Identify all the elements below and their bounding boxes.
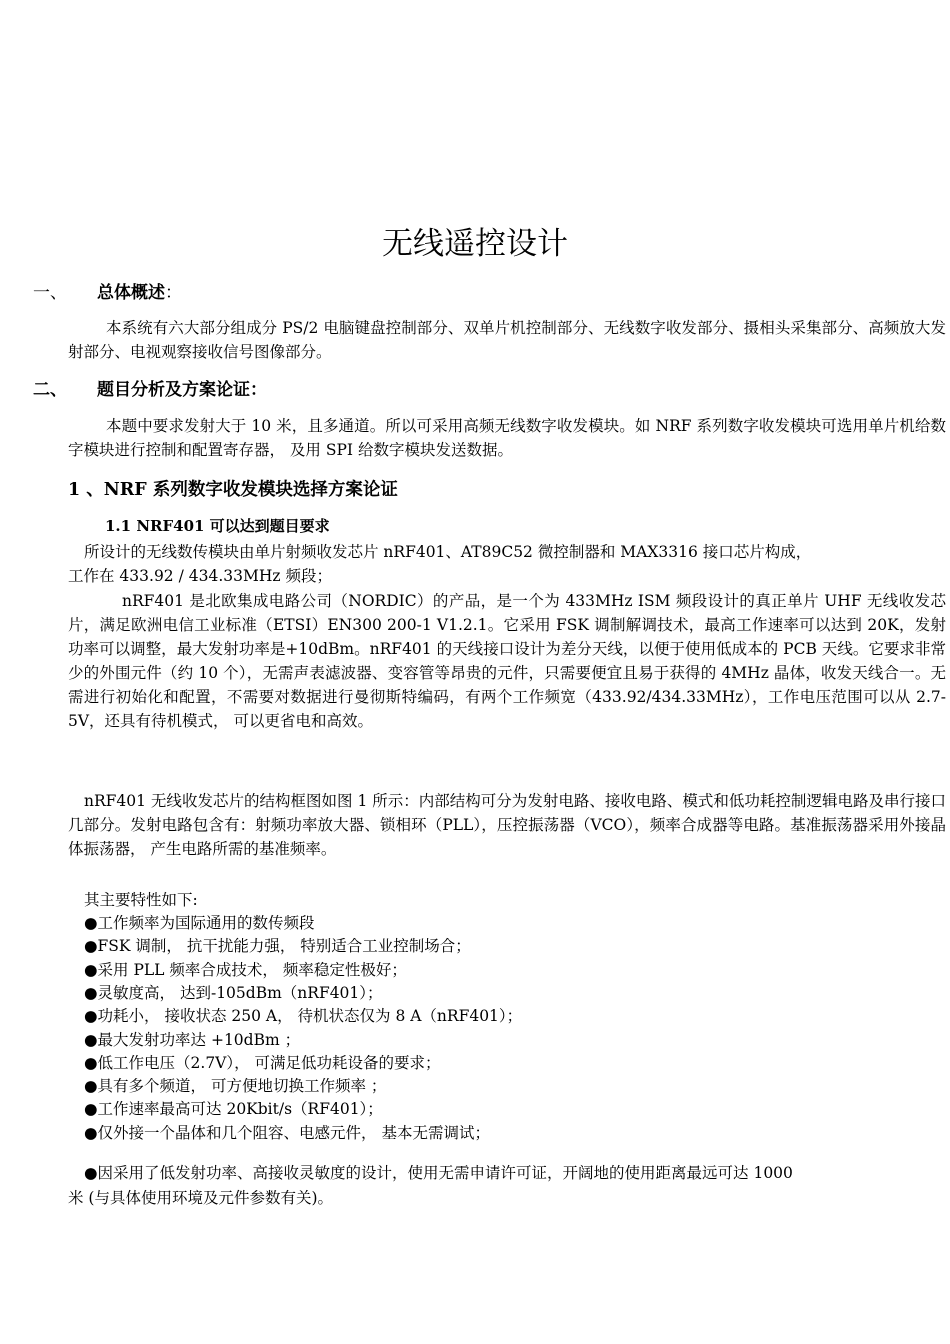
bullet-icon: ● <box>84 1053 98 1072</box>
feature-item <box>84 1052 441 1075</box>
feature-text: 仅外接一个晶体和几个阻容、电感元件， 基本无需调试； <box>97 1123 490 1142</box>
section-1-number: 一、 <box>33 283 67 303</box>
feature-item-last <box>84 1162 793 1185</box>
section-2-paragraph: 本题中要求发射大于 10 米，且多通道。所以可采用高频无线数字收发模块。如 NRF 系列数字收发模块可选用单片机给数字模块进行控制和配置寄存器， 及用 SPI 给数字模块发送数据。 <box>68 417 946 459</box>
feature-item <box>84 1029 300 1052</box>
bullet-icon: ● <box>84 1030 98 1049</box>
feature-text: 工作速率最高可达 20Kbit/s（RF401）； <box>97 1100 383 1119</box>
feature-text: 功耗小， 接收状态 250 A， 待机状态仅为 8 A（nRF401）； <box>97 1007 523 1026</box>
feature-text: 最大发射功率达 +10dBm ； <box>97 1030 301 1049</box>
feature-text: 灵敏度高， 达到-105dBm（nRF401）； <box>97 983 383 1002</box>
bullet-icon: ● <box>84 914 98 932</box>
bullet-icon: ● <box>84 1007 98 1026</box>
section-1-colon: ： <box>165 283 182 303</box>
subsection-1-heading: 1 、NRF 系列数字收发模块选择方案论证 <box>68 480 398 500</box>
bullet-icon: ● <box>84 983 98 1002</box>
feature-item-last-line-2: 米 (与具体使用环境及元件参数有关)。 <box>68 1189 334 1207</box>
feature-text: 因采用了低发射功率、高接收灵敏度的设计，使用无需申请许可证，开阔地的使用距离最远可达 1000 <box>97 1164 793 1182</box>
bullet-icon: ● <box>84 1100 98 1119</box>
section-2-number: 二、 <box>33 380 67 400</box>
bullet-icon: ● <box>84 960 98 979</box>
design-paragraph-line-2: 工作在 433.92 / 434.33MHz 频段； <box>68 567 332 585</box>
document-title: 无线遥控设计 <box>382 226 568 262</box>
bullet-icon: ● <box>84 1123 98 1142</box>
design-paragraph-line-1: 所设计的无线数传模块由单片射频收发芯片 nRF401、AT89C52 微控制器和 MAX3316 接口芯片构成， <box>84 543 812 561</box>
bullet-icon: ● <box>84 1164 98 1182</box>
section-1-title: 总体概述 <box>97 283 165 303</box>
feature-text: 工作频率为国际通用的数传频段 <box>97 914 315 932</box>
bullet-icon: ● <box>84 937 98 956</box>
feature-text: 具有多个频道， 可方便地切换工作频率 ； <box>97 1077 387 1096</box>
section-1-heading <box>33 281 182 305</box>
feature-item <box>84 1098 383 1121</box>
feature-text: 采用 PLL 频率合成技术， 频率稳定性极好； <box>97 960 407 979</box>
feature-item <box>84 959 407 982</box>
feature-item <box>84 1122 490 1145</box>
feature-text: 低工作电压（2.7V）， 可满足低功耗设备的要求； <box>97 1053 441 1072</box>
bullet-icon: ● <box>84 1077 98 1096</box>
nrf401-paragraph: nRF401 是北欧集成电路公司（NORDIC）的产品，是一个为 433MHz ISM 频段设计的真正单片 UHF 无线收发芯片，满足欧洲电信工业标准（ETSI）EN300 200-1 V1.2.1。它采用 FSK 调制解调技术，最高工作速率可以达到 20K，发射功率可以调整，最大发射功率是+10dBm。nRF401 的天线接口设计为差分天线，以便于使用低成本的 PCB 天线。它要求非常少的外围元件（约 10 个），无需声表滤波器、变容管等昂贵的元件，只需要便宜且易于获得的 4MHz 晶体，收发天线合一。无需进行初始化和配置，不需要对数据进行曼彻斯特编码，有两个工作频宽（433.92/434.33MHz），工作电压范围可以从 2.7-5V，还具有待机模式， 可以更省电和高效。 <box>68 592 946 730</box>
section-2-title: 题目分析及方案论证： <box>97 380 267 400</box>
structure-paragraph: nRF401 无线收发芯片的结构框图如图 1 所示：内部结构可分为发射电路、接收电路、模式和低功耗控制逻辑电路及串行接口几部分。发射电路包含有：射频功率放大器、锁相环（PLL），压控振荡器（VCO），频率合成器等电路。基准振荡器采用外接晶体振荡器， 产生电路所需的基准频率。 <box>68 792 946 858</box>
feature-item <box>84 912 315 935</box>
subsection-1-1-heading: 1.1 NRF401 可以达到题目要求 <box>105 517 330 535</box>
feature-item <box>84 1005 522 1028</box>
feature-item <box>84 1075 386 1098</box>
feature-text: FSK 调制， 抗干扰能力强， 特别适合工业控制场合； <box>97 937 471 956</box>
feature-item <box>84 982 383 1005</box>
section-2-heading <box>33 378 267 402</box>
feature-item <box>84 935 471 958</box>
features-intro: 其主要特性如下: <box>84 891 198 909</box>
section-1-paragraph: 本系统有六大部分组成分 PS/2 电脑键盘控制部分、双单片机控制部分、无线数字收发部分、摄相头采集部分、高频放大发射部分、电视观察接收信号图像部分。 <box>68 319 946 361</box>
